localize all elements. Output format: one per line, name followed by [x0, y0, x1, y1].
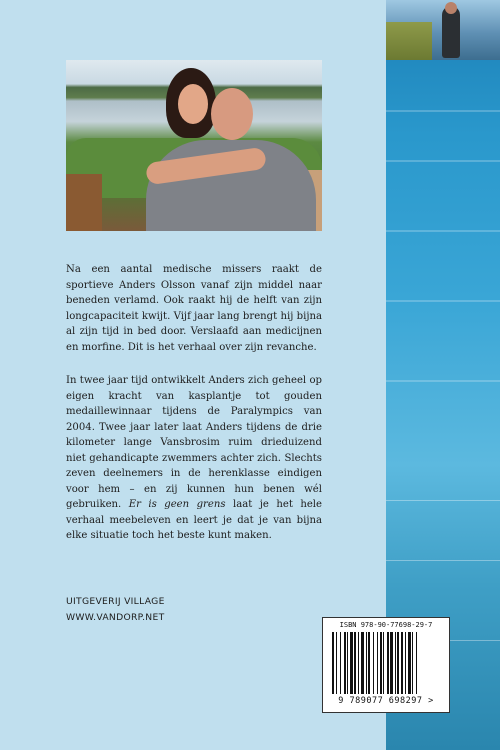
barcode-bar [358, 632, 359, 694]
barcode-bar [380, 632, 382, 694]
barcode-bar [401, 632, 403, 694]
barcode-bar [405, 632, 406, 694]
blurb-paragraph-1: Na een aantal medische missers raakt de sportieve Anders Olsson vanaf zijn middel naar beneden verlamd. Ook raakt hij de helft van zijn longcapaciteit kwijt. Vijf jaar lang brengt hij bijna al zijn tijd in bed door. Verslaafd aan medicijnen en morfine. Dit is het verhaal over zijn revanche. [66, 264, 322, 353]
barcode-bar [412, 632, 413, 694]
barcode-bar [366, 632, 367, 694]
book-title-reference: Er is geen grens [128, 499, 226, 510]
barcode-bar [397, 632, 399, 694]
barcode-bar [395, 632, 396, 694]
blurb-paragraph-2-text: In twee jaar tijd ontwikkelt Anders zich geheel op eigen kracht van kasplantje tot gouden medaillewinnaar tijdens de Paralympics van 2004. Twee jaar later laat Anders tijdens de drie kilometer lange Vansbrosim ruim drieduizend niet gehandicapte zwemmers achter zich. Slechts zeven deelnemers in de herenklasse eindigen voor hem – en zij kunnen hun benen wél gebruiken. [66, 375, 322, 510]
barcode-bar [347, 632, 348, 694]
blurb-paragraph-2-end: laat je het hele verhaal meebeleven en leert je dat je van bijna elke situatie toch het beste kunt maken. [66, 499, 323, 541]
barcode-bar [390, 632, 393, 694]
barcode-bar [408, 632, 411, 694]
blurb-paragraph-2 [66, 373, 322, 544]
barcode-bar [377, 632, 378, 694]
barcode-bar [383, 632, 384, 694]
barcode-bar [340, 632, 341, 694]
publisher-name: UITGEVERIJ VILLAGE [66, 596, 165, 607]
barcode-bar [344, 632, 346, 694]
barcode-bar [361, 632, 364, 694]
barcode [322, 617, 450, 713]
barcode-bar [416, 632, 417, 694]
barcode-bar [336, 632, 337, 694]
isbn-label: ISBN 978-90-77698-29-7 [339, 621, 433, 629]
barcode-bar [350, 632, 353, 694]
barcode-bars [332, 632, 440, 694]
barcode-bar [368, 632, 370, 694]
barcode-digits: 9 789077 698297 > [338, 696, 434, 706]
barcode-bar [354, 632, 356, 694]
publisher-url: WWW.VANDORP.NET [66, 612, 165, 623]
barcode-bar [387, 632, 389, 694]
barcode-bar [332, 632, 334, 694]
swimmer-photo [386, 0, 500, 60]
barcode-bar [373, 632, 374, 694]
couple-photo [66, 60, 322, 231]
